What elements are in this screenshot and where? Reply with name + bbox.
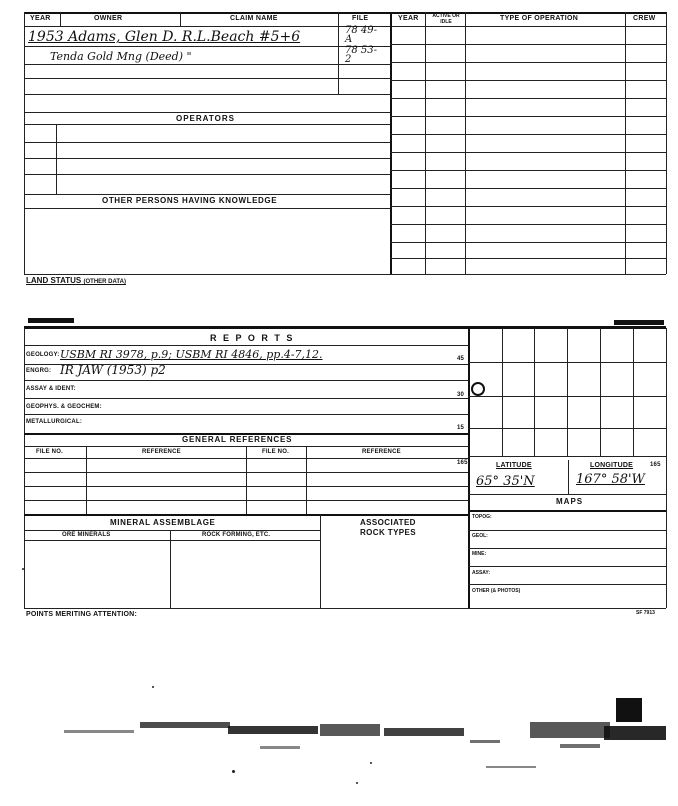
maps-title-line	[468, 510, 666, 512]
ref-header-reference-1: REFERENCE	[142, 449, 181, 455]
file-entry-1: 78 49-A	[345, 25, 378, 45]
reports-title: R E P O R T S	[210, 333, 295, 343]
owner-entry-2: Tenda Gold Mng (Deed) "	[50, 50, 192, 63]
owner-row-line	[24, 64, 390, 65]
grid-left-number: 165	[457, 460, 468, 466]
operators-divider	[24, 124, 390, 125]
year-col-line	[60, 12, 61, 26]
ref-col-line	[246, 446, 247, 514]
maps-row-line	[468, 548, 666, 549]
ref-header-file-no-1: FILE NO.	[36, 449, 63, 455]
ref-row-line	[24, 486, 468, 487]
reports-row-line	[24, 398, 468, 399]
ops-row-line	[390, 116, 666, 117]
ref-header-file-no-2: FILE NO.	[262, 449, 289, 455]
maps-row-line	[468, 584, 666, 585]
header-claim-name: CLAIM NAME	[230, 15, 278, 22]
longitude-value: 167° 58'W	[576, 472, 645, 487]
grid-col-line	[534, 328, 535, 456]
mineral-assemblage-line	[24, 530, 320, 531]
header-owner: OWNER	[94, 15, 123, 22]
ref-col-line	[86, 446, 87, 514]
maps-other-label: OTHER (& PHOTOS)	[472, 588, 521, 594]
associated-label: ASSOCIATED	[360, 518, 416, 527]
rock-forming-label: ROCK FORMING, ETC.	[202, 532, 271, 538]
left-border	[24, 12, 25, 274]
header-year-ops: YEAR	[398, 15, 419, 22]
ops-row-line	[390, 206, 666, 207]
engrg-label: ENGRG:	[26, 368, 52, 374]
grid-corner-number: 165	[650, 462, 661, 468]
scan-mark	[28, 318, 74, 323]
header-active-or-idle: ACTIVE OR IDLE	[432, 13, 460, 25]
scan-mark	[614, 320, 664, 325]
reports-title-line	[24, 345, 468, 346]
ops-row-line	[390, 242, 666, 243]
top-border	[24, 12, 666, 14]
location-circle-marker	[471, 382, 485, 396]
header-crew: CREW	[633, 15, 656, 22]
grid-right-border	[666, 328, 667, 608]
grid-row-line	[468, 396, 666, 397]
grid-col-line	[600, 328, 601, 456]
grid-row-line	[468, 456, 666, 457]
ore-minerals-label: ORE MINERALS	[62, 532, 111, 538]
geology-number: 45	[457, 356, 465, 362]
mineral-col-line	[170, 530, 171, 608]
ops-row-line	[390, 170, 666, 171]
ref-header-reference-2: REFERENCE	[362, 449, 401, 455]
right-border	[666, 12, 667, 274]
land-status-sublabel: (OTHER DATA)	[83, 279, 126, 285]
operators-row-line	[24, 142, 390, 143]
maps-row-line	[468, 530, 666, 531]
owner-col-line	[180, 12, 181, 26]
geology-label: GEOLOGY:	[26, 352, 60, 358]
lat-long-divider	[568, 460, 569, 494]
latitude-label: LATITUDE	[496, 462, 532, 469]
longitude-label: LONGITUDE	[590, 462, 634, 469]
ref-row-line	[24, 472, 468, 473]
ops-row-line	[390, 152, 666, 153]
engrg-value: IR JAW (1953) p2	[60, 363, 166, 377]
ops-row-line	[390, 98, 666, 99]
form-number: SF 7913	[636, 610, 655, 616]
maps-row-line	[468, 566, 666, 567]
grid-col-line	[633, 328, 634, 456]
reports-left-border	[24, 328, 25, 608]
lat-long-bottom-line	[468, 494, 666, 495]
active-col-line	[465, 12, 466, 274]
maps-topog-label: TOPOG:	[472, 514, 492, 520]
operators-col-line	[56, 124, 57, 194]
reports-row-line	[24, 380, 468, 381]
operators-row-line	[24, 194, 390, 195]
grid-row-line	[468, 428, 666, 429]
ops-row-line	[390, 80, 666, 81]
reports-row-line	[24, 414, 468, 415]
owner-row-line	[24, 46, 390, 47]
owner-row-line	[24, 112, 390, 113]
maps-assay-label: ASSAY:	[472, 570, 491, 576]
ref-bottom-line	[24, 514, 468, 516]
other-persons-label: OTHER PERSONS HAVING KNOWLEDGE	[102, 196, 278, 205]
owner-row-line	[24, 94, 390, 95]
operators-row-line	[24, 158, 390, 159]
ops-row-line	[390, 224, 666, 225]
maps-geol-label: GEOL:	[472, 533, 488, 539]
reports-top-border	[24, 326, 666, 329]
ops-row-line	[390, 62, 666, 63]
top-table-bottom	[24, 274, 666, 275]
claim-col-line	[338, 12, 339, 94]
middle-divider	[390, 12, 392, 274]
grid-col-line	[502, 328, 503, 456]
mineral-header-line	[24, 540, 320, 541]
latitude-value: 65° 35'N	[476, 474, 535, 489]
ref-row-line	[24, 500, 468, 501]
operators-label: OPERATORS	[176, 114, 235, 123]
header-year: YEAR	[30, 15, 51, 22]
mineral-assemblage-label: MINERAL ASSEMBLAGE	[110, 518, 216, 527]
ref-col-line	[306, 446, 307, 514]
crew-col-line	[625, 12, 626, 274]
operators-row-line	[24, 174, 390, 175]
points-meriting-attention-label: POINTS MERITING ATTENTION:	[26, 611, 137, 618]
grid-col-line	[567, 328, 568, 456]
header-type-of-operation: TYPE OF OPERATION	[500, 15, 579, 22]
file-entry-2: 78 53-2	[345, 45, 378, 65]
assay-label: ASSAY & IDENT:	[26, 386, 76, 392]
geology-value: USBM RI 3978, p.9; USBM RI 4846, pp.4-7,12.	[60, 348, 323, 361]
associated-col-line	[320, 514, 321, 608]
reports-bottom-line	[24, 608, 666, 609]
ops-row-line	[390, 134, 666, 135]
maps-mine-label: MINE:	[472, 551, 487, 557]
ops-row-line	[390, 44, 666, 45]
rock-types-label: ROCK TYPES	[360, 528, 417, 537]
header-file: FILE	[352, 15, 369, 22]
maps-title: MAPS	[556, 497, 584, 506]
assay-number: 30	[457, 392, 465, 398]
land-status-title: LAND STATUS	[26, 276, 82, 285]
other-persons-divider	[24, 208, 390, 209]
grid-row-line	[468, 362, 666, 363]
general-references-label: GENERAL REFERENCES	[182, 435, 293, 444]
geophys-label: GEOPHYS. & GEOCHEM:	[26, 404, 102, 410]
land-status-label	[26, 276, 126, 285]
metallurgical-number: 15	[457, 425, 465, 431]
year2-col-line	[425, 12, 426, 274]
ops-row-line	[390, 188, 666, 189]
owner-entry-1: 1953 Adams, Glen D. R.L.Beach #5+6	[28, 29, 301, 45]
owner-row-line	[24, 78, 390, 79]
metallurgical-label: METALLURGICAL:	[26, 419, 83, 425]
ops-row-line	[390, 258, 666, 259]
